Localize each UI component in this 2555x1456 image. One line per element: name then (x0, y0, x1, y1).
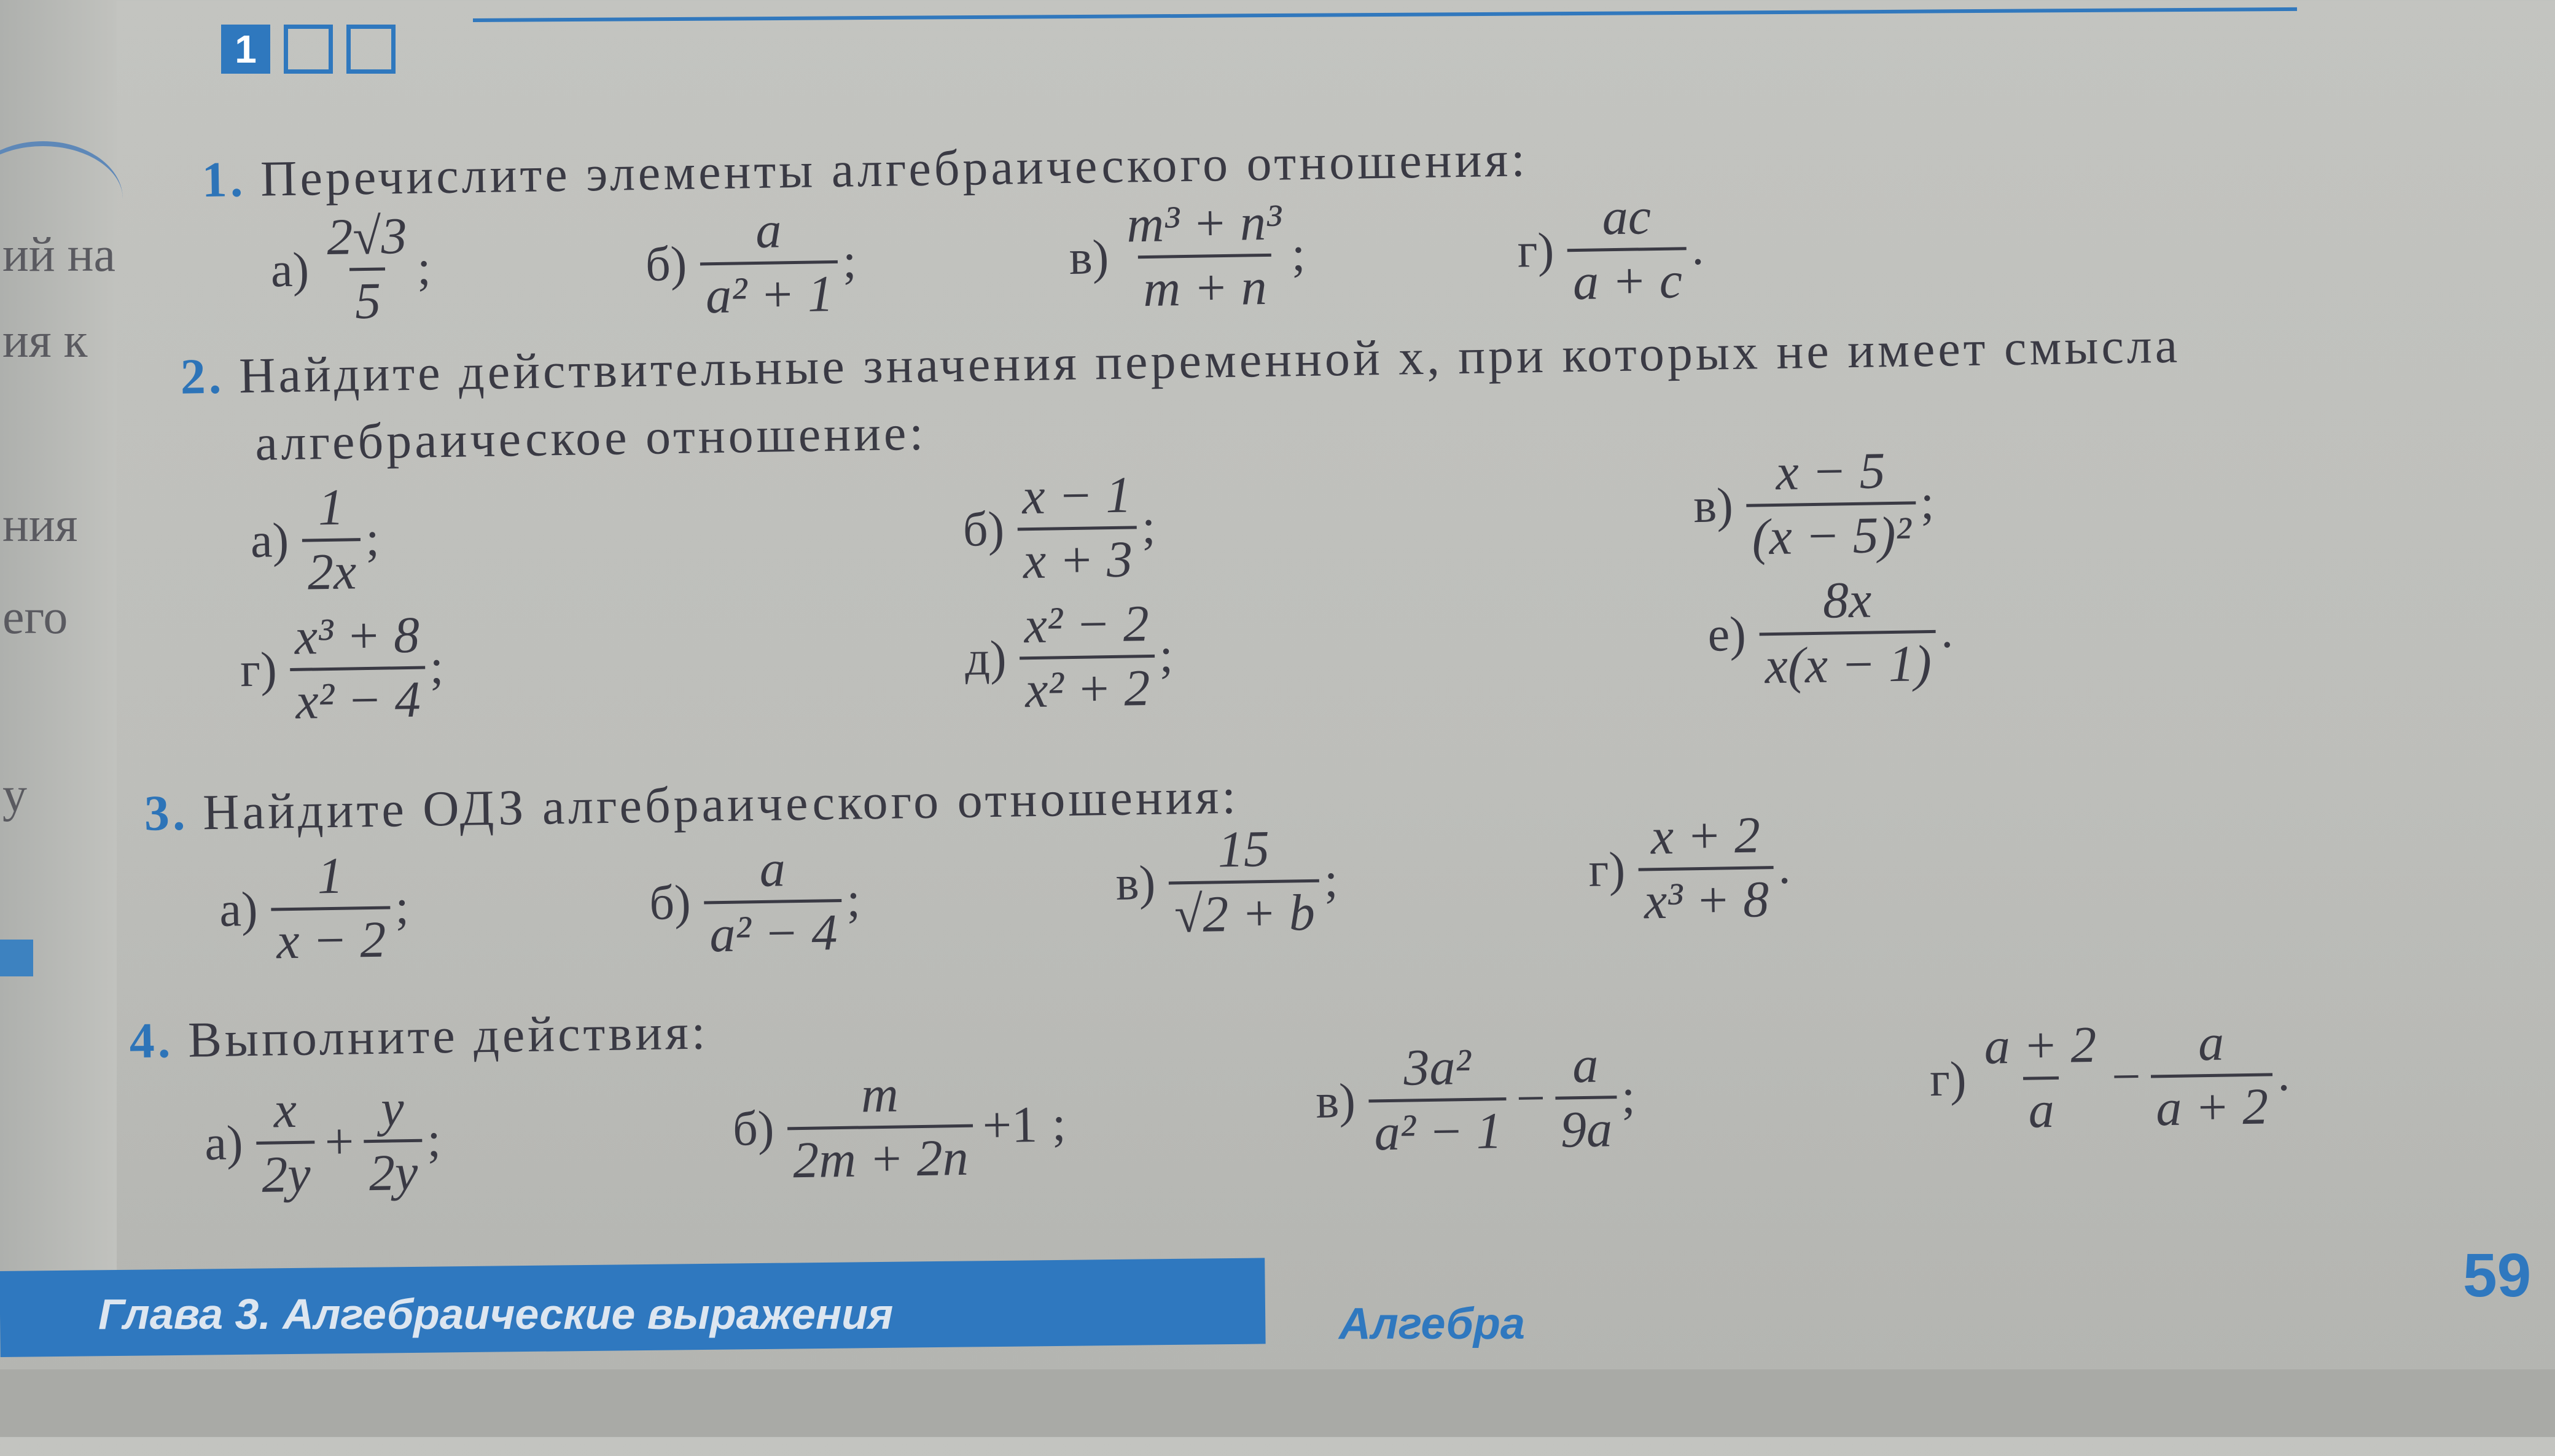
question-2-continued (255, 404, 927, 472)
numerator: a (1572, 1036, 1599, 1094)
item-label: г) (1517, 223, 1554, 278)
fraction (1758, 572, 1937, 694)
expression-item (204, 1081, 442, 1203)
numerator: x (273, 1081, 297, 1139)
numerator: m³ + n³ (1126, 193, 1282, 254)
item-label: е) (1707, 607, 1747, 662)
item-label: а) (250, 513, 289, 569)
denominator: x + 3 (1018, 526, 1138, 589)
fraction (1979, 1018, 2103, 1139)
expression-item (1707, 572, 1954, 695)
item-label: г) (1929, 1052, 1967, 1107)
denominator: a² − 1 (1369, 1097, 1507, 1161)
numerator: y (380, 1080, 405, 1137)
punctuation: ; (429, 640, 444, 695)
punctuation: ; (842, 234, 857, 289)
numerator: x² − 2 (1023, 595, 1150, 655)
punctuation: ; (416, 241, 432, 295)
item-label: б) (732, 1101, 775, 1156)
item-label: в) (1315, 1074, 1356, 1129)
question-text: Перечислите элементы алгебраического отношения: (260, 131, 1529, 207)
numerator: a (759, 840, 786, 898)
expression-item (1929, 1015, 2291, 1140)
question-text: Найдите действительные значения переменной x, при которых не имеет смысла (238, 317, 2181, 404)
page-number: 59 (2463, 1241, 2532, 1310)
expression-item (1068, 195, 1306, 317)
question-2 (180, 317, 2181, 406)
fraction (256, 1083, 316, 1202)
operator: − (1516, 1070, 1546, 1127)
numerator: 1 (316, 847, 344, 905)
denominator: (x − 5)² (1747, 502, 1917, 565)
question-text: Выполните действия: (187, 1003, 709, 1068)
punctuation: ; (1051, 1097, 1067, 1151)
item-label: г) (1588, 843, 1626, 898)
fraction (1554, 1038, 1618, 1158)
numerator: ac (1601, 188, 1652, 246)
level-box-filled: 1 (221, 25, 270, 74)
fraction (2150, 1015, 2274, 1135)
subject-label: Алгебра (1339, 1299, 1525, 1349)
numerator: x + 2 (1650, 806, 1761, 866)
expression-item (732, 1065, 1067, 1189)
item-label: а) (219, 882, 259, 938)
numerator: x³ + 8 (294, 606, 420, 666)
punctuation: ; (1324, 853, 1338, 908)
numerator: 2√3 (326, 207, 408, 266)
item-label: в) (1693, 478, 1734, 534)
fraction (1121, 195, 1288, 317)
fraction (322, 209, 413, 330)
punctuation: ; (846, 873, 861, 928)
operator-tail: +1 (982, 1096, 1038, 1154)
operator: + (324, 1113, 354, 1171)
question-1 (201, 130, 1529, 209)
question-number: 2. (180, 348, 225, 405)
fraction (1638, 808, 1774, 929)
item-label: в) (1115, 856, 1156, 911)
denominator: 9a (1555, 1096, 1618, 1158)
denominator: a² + 1 (700, 260, 838, 324)
punctuation: ; (365, 512, 380, 567)
denominator: a (2023, 1076, 2060, 1138)
denominator: a + 2 (2150, 1073, 2273, 1136)
fraction (1019, 597, 1155, 718)
item-label: в) (1069, 230, 1109, 286)
denominator: 2y (256, 1141, 316, 1203)
punctuation: ; (1621, 1069, 1636, 1124)
denominator: a + c (1567, 247, 1688, 309)
item-label: д) (964, 631, 1007, 686)
denominator: 2m + 2n (787, 1124, 973, 1188)
expression-item (649, 841, 861, 963)
numerator: 8x (1822, 571, 1872, 629)
denominator: a² − 4 (704, 899, 843, 962)
fraction (270, 849, 391, 969)
punctuation: . (1777, 839, 1791, 895)
expression-item (249, 480, 380, 601)
question-number: 3. (144, 784, 189, 841)
expression-item (1516, 189, 1704, 311)
item-label: б) (649, 876, 692, 931)
numerator: a + 2 (1983, 1016, 2097, 1075)
expression-item (964, 596, 1174, 718)
item-label: а) (270, 243, 310, 298)
question-4 (129, 1003, 709, 1070)
numerator: 1 (318, 478, 345, 537)
expression-item (962, 468, 1157, 590)
numerator: a (2198, 1014, 2225, 1072)
fraction (1168, 822, 1320, 943)
numerator: x − 1 (1021, 466, 1132, 526)
operator: − (2111, 1048, 2142, 1106)
denominator: x³ + 8 (1639, 866, 1774, 929)
expression-item (1115, 821, 1338, 943)
expression-item (240, 608, 445, 730)
expression-item (1315, 1038, 1636, 1162)
denominator: 2x (302, 538, 362, 600)
denominator: x(x − 1) (1760, 630, 1937, 694)
denominator: 5 (349, 268, 386, 329)
fraction (1017, 468, 1138, 588)
item-label: а) (204, 1116, 244, 1171)
punctuation: . (1940, 604, 1954, 658)
punctuation: ; (1141, 500, 1156, 555)
numerator: m (860, 1065, 899, 1124)
punctuation: ; (1920, 475, 1935, 530)
question-3 (144, 768, 1239, 843)
expression-item (219, 848, 410, 970)
question-number: 1. (201, 151, 246, 208)
punctuation: . (1691, 220, 1704, 276)
question-text: Найдите ОДЗ алгебраического отношения: (202, 768, 1239, 841)
expression-item (644, 202, 857, 324)
numerator: 15 (1217, 820, 1270, 879)
punctuation: ; (426, 1113, 442, 1167)
denominator: 2y (364, 1139, 423, 1201)
chapter-title: Глава 3. Алгебраические выражения (98, 1290, 894, 1338)
item-label: б) (645, 236, 687, 292)
question-number: 4. (128, 1012, 174, 1069)
denominator: x² − 4 (291, 666, 426, 730)
page-bottom-shadow (0, 1369, 2555, 1437)
numerator: x − 5 (1775, 442, 1886, 501)
edge-text: ия к (2, 314, 88, 368)
fraction (700, 203, 839, 324)
denominator: x − 2 (271, 906, 391, 969)
punctuation: ; (1291, 227, 1306, 282)
denominator: x² + 2 (1020, 655, 1155, 718)
edge-text: ния (2, 498, 78, 552)
edge-text: ий на (2, 228, 115, 282)
fraction (363, 1081, 423, 1201)
fraction (289, 606, 426, 731)
punctuation: . (2277, 1047, 2290, 1102)
punctuation: ; (1158, 628, 1174, 683)
item-label: г) (240, 642, 278, 698)
fraction (1368, 1040, 1507, 1161)
fraction (302, 480, 362, 600)
edge-text: у (2, 768, 27, 822)
expression-item (1588, 808, 1792, 930)
fraction (1746, 443, 1916, 565)
numerator: a (755, 201, 782, 260)
denominator: √2 + b (1169, 879, 1320, 943)
item-label: б) (962, 502, 1005, 557)
fraction (1567, 189, 1688, 309)
punctuation: ; (394, 880, 410, 935)
fraction (703, 841, 843, 962)
expression-item (270, 209, 432, 330)
question-text: алгебраическое отношение: (254, 404, 927, 471)
denominator: m + n (1137, 254, 1272, 317)
fraction (787, 1067, 973, 1188)
expression-item (1693, 443, 1935, 566)
edge-text: его (2, 590, 68, 644)
numerator: 3a² (1403, 1038, 1472, 1097)
